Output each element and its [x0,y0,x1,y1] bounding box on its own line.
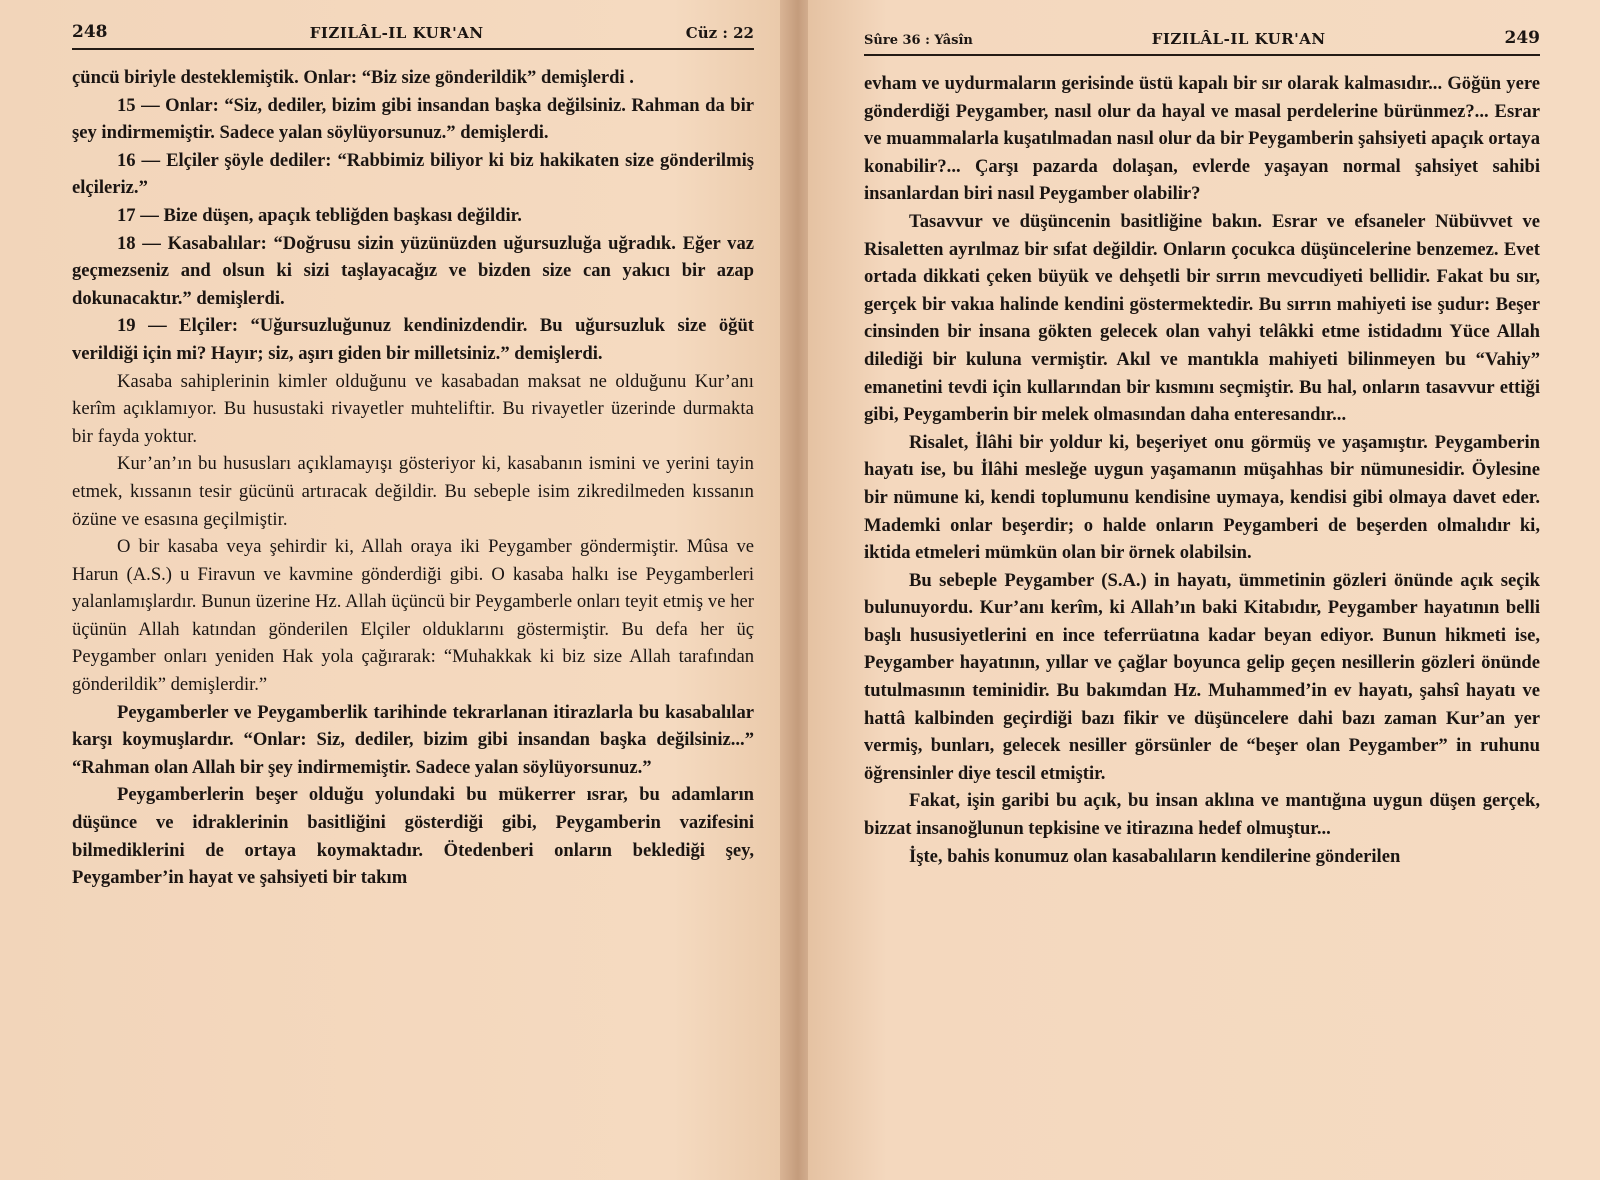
paragraph: Tasavvur ve düşüncenin basitliğine bakın. Esrar ve efsaneler Nübüvvet ve Risaletten ayrılmaz bir sıfat değildir. Onların çocukca düşüncelerine benzemez. Evet ortada dikkati çeken büyük ve dehşetli bir sırrın mevcudiyeti bellidir. Fakat bu sır, gerçek bir vakıa halinde kendini göstermektedir. Bu sırrın mahiyeti ise şudur: Beşer cinsinden bir insana gökten gelecek olan vahyi telâkki etme istidadını Yüce Allah dilediği bir kuluna vermiştir. Akıl ve mantıkla mahiyeti bilinmeyen bu “Vahiy” emanetini tevdi için kullarından bir kısmını seçmiştir. Bu hal, onların tasavvur ettiği gibi, Peygamberin bir melek olmasından daha enteresandır... [864,210,1540,426]
right-book-title: FIZILÂL-IL KUR'AN [1151,30,1326,48]
verse-17: 17 — Bize düşen, apaçık tebliğden başkası değildir. [117,204,522,226]
left-page [0,0,792,1180]
verse-18: 18 — Kasabalılar: “Doğrusu sizin yüzünüzden uğursuzluğa uğradık. Eğer vaz geçmezseniz and olsun ki sizi taşlayacağız ve bizden size can yakıcı bir azap dokunacaktır.” demişlerdi. [72,232,754,309]
left-body-text [72,64,754,892]
paragraph: O bir kasaba veya şehirdir ki, Allah oraya iki Peygamber göndermiştir. Mûsa ve Harun (A.S.) u Firavun ve kavmine gönderdiği gibi. O kasaba halkı ise Peygamberleri yalanlamışlardır. Bunun üzerine Hz. Allah üçüncü bir Peygamberle onları teyit etmiş ve her üçünün Allah katından gönderilen Elçiler olduklarını göstermiştir. Bu defa her üç Peygamber onları yeniden Hak yola çağırarak: “Muhakkak ki biz size Allah tarafından gönderildik” demişlerdir.” [72,536,754,696]
right-section-label: Sûre 36 : Yâsîn [864,33,973,48]
left-page-number: 248 [72,22,108,42]
paragraph: çüncü biriyle desteklemiştik. Onlar: “Biz size gönderildik” demişlerdi . [72,67,634,88]
left-book-title: FIZILÂL-IL KUR'AN [309,24,484,42]
paragraph: İşte, bahis konumuz olan kasabalıların kendilerine gönderilen [909,845,1401,867]
paragraph: Kasaba sahiplerinin kimler olduğunu ve kasabadan maksat ne olduğunu Kur’anı kerîm açıklamıyor. Bu husustaki rivayetler muhteliftir. Bu rivayetler üzerinde durmakta bir fayda yoktur. [72,370,754,447]
paragraph: Bu sebeple Peygamber (S.A.) in hayatı, ümmetinin gözleri önünde açık seçik bulunuyordu. Kur’anı kerîm, ki Allah’ın baki Kitabıdır, Peygamber hayatının belli başlı hususiyetlerini en ince teferrüatına kadar beyan ediyor. Bunun hikmeti ise, Peygamber hayatının, yıllar ve çağlar boyunca gelip geçen nesillerin gözleri önünde tutulmasının teminidir. Bu bakımdan Hz. Muhammed’in ev hayatı, şahsî hayatı ve hattâ kalbinden geçirdiği bazı fikir ve düşüncelere dahi bazı zaman Kur’an yer vermiş, bunları, gelecek nesiller görsünler de “beşer olan Peygamber” in ruhunu öğrensinler diye tescil etmiştir. [864,569,1540,784]
paragraph: Fakat, işin garibi bu açık, bu insan aklına ve mantığına uygun düşen gerçek, bizzat insanoğlunun tepkisine ve itirazına hedef olmuştur... [864,790,1540,840]
paragraph: Peygamberlerin beşer olduğu yolundaki bu mükerrer ısrar, bu adamların düşünce ve idraklerinin basitliğini gösterdiği gibi, Peygamberin vazifesini bilmediklerini de ortaya koymaktadır. Ötedenberi onların beklediği şey, Peygamber’in hayat ve şahsiyeti bir takım [72,784,754,889]
right-running-head [864,28,1540,56]
verse-15: 15 — Onlar: “Siz, dediler, bizim gibi insandan başka değilsiniz. Rahman da bir şey indirmemiştir. Sadece yalan söylüyorsunuz.” demişlerdi. [72,94,754,144]
paragraph: evham ve uydurmaların gerisinde üstü kapalı bir sır olarak kalmasıdır... Göğün yere gönderdiği Peygamber, nasıl olur da hayal ve masal perdelerine bürünmez?... Esrar ve muammalarla kuşatılmadan nasıl olur da bir Peygamberin şahsiyeti apaçık ortaya konabilir?... Çarşı pazarda dolaşan, evlerde yaşayan normal şahsiyet sahibi insanlardan biri nasıl Peygamber olabilir? [864,73,1540,205]
left-section-label: Cüz : 22 [685,24,754,42]
verse-16: 16 — Elçiler şöyle dediler: “Rabbimiz biliyor ki biz hakikaten size gönderilmiş elçileriz.” [72,149,754,199]
paragraph: Peygamberler ve Peygamberlik tarihinde tekrarlanan itirazlarla bu kasabalılar karşı koymuşlardır. “Onlar: Siz, dediler, bizim gibi insandan başka değilsiniz...” “Rahman olan Allah bir şey indirmemiştir. Sadece yalan söylüyorsunuz.” [72,701,754,778]
paragraph: Kur’an’ın bu hususları açıklamayışı gösteriyor ki, kasabanın ismini ve yerini tayin etmek, kıssanın tesir gücünü artıracak değildir. Bu sebeple isim zikredilmeden kıssanın özüne ve esasına geçilmiştir. [72,453,754,530]
paragraph: Risalet, İlâhi bir yoldur ki, beşeriyet onu görmüş ve yaşamıştır. Peygamberin hayatı ise, bu İlâhi mesleğe uygun yaşamanın müşahhas bir nümunesidir. Öylesine bir nümune ki, kendi toplumunu kendisine uymaya, kendisi gibi olmaya davet eder. Mademki onlar beşerdir; o halde onların Peygamberi de beşerden olmalıdır ki, iktida etmeleri mümkün olan bir örnek olabilsin. [864,431,1540,564]
right-page [808,0,1600,1180]
verse-19: 19 — Elçiler: “Uğursuzluğunuz kendinizdendir. Bu uğursuzluk size öğüt verildiği için mi? Hayır; siz, aşırı giden bir milletsiniz.” demişlerdi. [72,315,754,364]
left-running-head [72,22,754,50]
right-page-number: 249 [1504,28,1540,48]
right-body-text [864,70,1540,870]
